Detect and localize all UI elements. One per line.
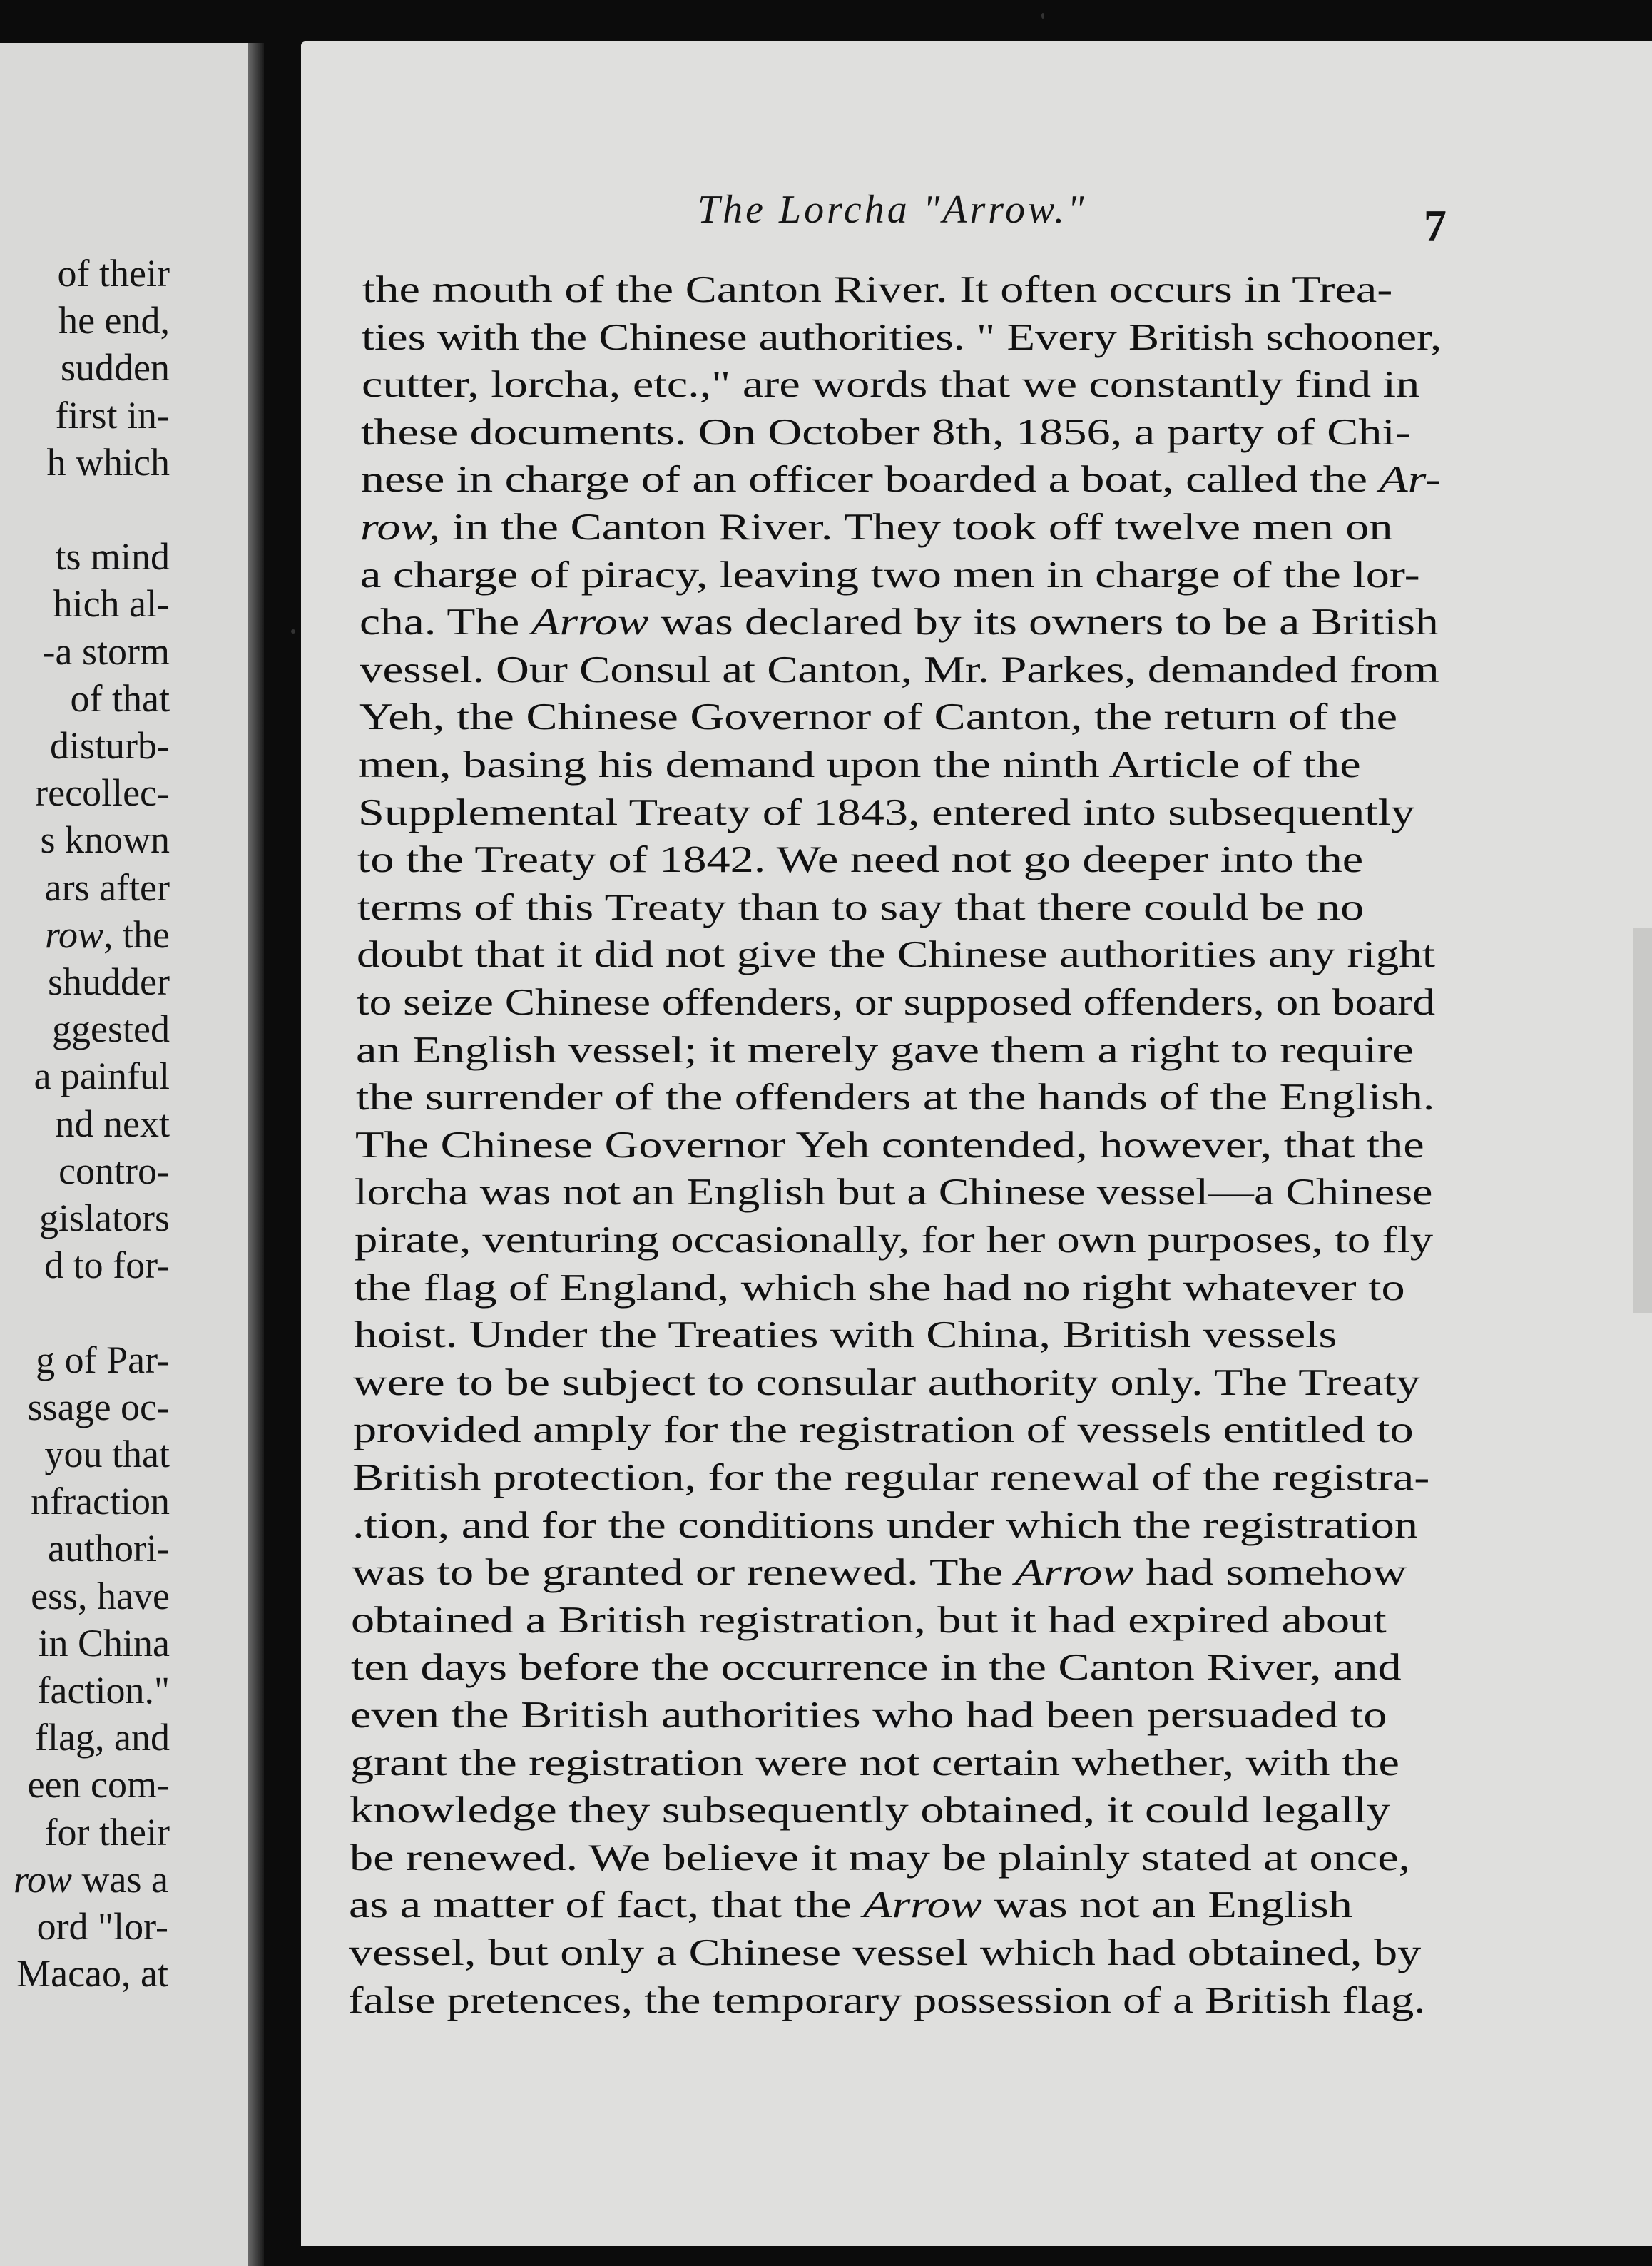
left-page-line: he end, xyxy=(58,299,170,342)
running-head: The Lorcha "Arrow." xyxy=(698,188,1087,232)
left-page-line: recollec- xyxy=(35,771,170,815)
body-line: The Chinese Governor Yeh contended, however, that the xyxy=(355,1124,1424,1166)
left-page-line: you that xyxy=(44,1433,170,1475)
left-page-line: row, the xyxy=(44,913,170,956)
left-page-line: ars after xyxy=(44,865,170,909)
left-page-line: Macao, at xyxy=(16,1952,168,1996)
left-page-line: d to for- xyxy=(44,1244,170,1287)
body-line: .tion, and for the conditions under which the registration xyxy=(352,1504,1418,1546)
left-page-line: ess, have xyxy=(31,1574,170,1617)
body-line: even the British authorities who had been persuaded to xyxy=(350,1695,1387,1736)
body-line: knowledge they subsequently obtained, it could legally xyxy=(350,1789,1391,1831)
body-line: Supplemental Treaty of 1843, entered into subsequently xyxy=(357,791,1415,833)
body-line: lorcha was not an English but a Chinese vessel—a Chinese xyxy=(355,1172,1433,1214)
left-page-line: flag, and xyxy=(35,1716,170,1759)
left-page-line: a painful xyxy=(34,1055,170,1098)
left-page-line: ssage oc- xyxy=(27,1385,170,1428)
left-page-line: sudden xyxy=(61,346,170,390)
body-line: a charge of piracy, leaving two men in charge of the lor- xyxy=(360,554,1420,596)
body-line: British protection, for the regular renewal of the registra- xyxy=(352,1457,1430,1498)
body-line: vessel. Our Consul at Canton, Mr. Parkes, demanded from xyxy=(359,649,1439,691)
left-page-line: first in- xyxy=(55,393,170,437)
body-line: Yeh, the Chinese Governor of Canton, the return of the xyxy=(359,696,1397,738)
left-facing-page xyxy=(0,43,248,2266)
left-page-line: gislators xyxy=(39,1196,170,1239)
body-line: the surrender of the offenders at the hands of the English. xyxy=(355,1077,1434,1119)
body-line: be renewed. We believe it may be plainly stated at once, xyxy=(349,1836,1410,1879)
left-page-line: een com- xyxy=(27,1763,170,1807)
body-line: ten days before the occurrence in the Canton River, and xyxy=(350,1647,1402,1689)
body-line: grant the registration were not certain whether, with the xyxy=(350,1742,1399,1784)
left-page-line: for their xyxy=(44,1810,170,1854)
body-line: these documents. On October 8th, 1856, a party of Chi- xyxy=(361,411,1412,453)
body-line: men, basing his demand upon the ninth Article of the xyxy=(358,744,1362,786)
left-page-line: -a storm xyxy=(42,629,170,673)
body-line: obtained a British registration, but it had expired about xyxy=(351,1599,1387,1641)
body-line: to the Treaty of 1842. We need not go deeper into the xyxy=(357,839,1364,881)
left-page-line: row was a xyxy=(14,1857,168,1901)
left-page-line: authori- xyxy=(48,1527,170,1570)
body-line: vessel, but only a Chinese vessel which had obtained, by xyxy=(348,1932,1421,1973)
body-line: false pretences, the temporary possession of a British flag. xyxy=(348,1979,1426,2021)
body-line: an English vessel; it merely gave them a right to require xyxy=(356,1029,1414,1071)
page-edge xyxy=(1633,928,1652,1313)
page-number: 7 xyxy=(1424,200,1447,251)
body-line: pirate, venturing occasionally, for her own purposes, to fly xyxy=(354,1219,1433,1261)
body-line: provided amply for the registration of vessels entitled to xyxy=(352,1409,1414,1451)
gutter-shadow xyxy=(248,43,264,2266)
body-line: cutter, lorcha, etc.," are words that we constantly find in xyxy=(361,364,1420,406)
body-line: the flag of England, which she had no right whatever to xyxy=(354,1266,1405,1309)
left-page-line: nfraction xyxy=(31,1480,170,1523)
body-line: to seize Chinese offenders, or supposed offenders, on board xyxy=(356,982,1435,1023)
left-page-line: shudder xyxy=(48,960,170,1003)
body-line: doubt that it did not give the Chinese authorities any right xyxy=(357,934,1436,976)
ink-speck xyxy=(1041,13,1044,19)
body-line: as a matter of fact, that the Arrow was not an English xyxy=(349,1884,1352,1926)
body-line: were to be subject to consular authority only. The Treaty xyxy=(353,1361,1421,1403)
body-line: nese in charge of an officer boarded a boat, called the Ar- xyxy=(360,459,1441,501)
left-page-line: ord "lor- xyxy=(36,1905,168,1948)
left-page-line: h which xyxy=(46,440,170,484)
left-page-line: faction." xyxy=(37,1669,170,1712)
left-page-line: in China xyxy=(38,1621,170,1665)
body-line: ties with the Chinese authorities. " Every British schooner, xyxy=(362,316,1442,358)
body-line: was to be granted or renewed. The Arrow had somehow xyxy=(352,1552,1407,1594)
left-page-line: s known xyxy=(40,818,170,862)
body-line: row, in the Canton River. They took off twelve men on xyxy=(360,507,1393,548)
left-page-line: nd next xyxy=(55,1102,170,1145)
left-page-line: contro- xyxy=(58,1149,170,1192)
body-line: cha. The Arrow was declared by its owners to be a British xyxy=(360,601,1439,644)
left-page-line: of that xyxy=(70,676,170,720)
left-page-line: hich al- xyxy=(53,582,170,626)
body-line: hoist. Under the Treaties with China, British vessels xyxy=(353,1314,1337,1356)
left-page-line: ts mind xyxy=(55,535,170,579)
ink-speck xyxy=(291,629,295,634)
left-page-line: g of Par- xyxy=(36,1338,170,1381)
left-page-line: of their xyxy=(57,252,170,295)
left-page-line: disturb- xyxy=(50,724,170,767)
left-page-line: ggested xyxy=(52,1007,170,1051)
body-line: the mouth of the Canton River. It often occurs in Trea- xyxy=(362,269,1393,310)
body-line: terms of this Treaty than to say that there could be no xyxy=(357,886,1365,928)
